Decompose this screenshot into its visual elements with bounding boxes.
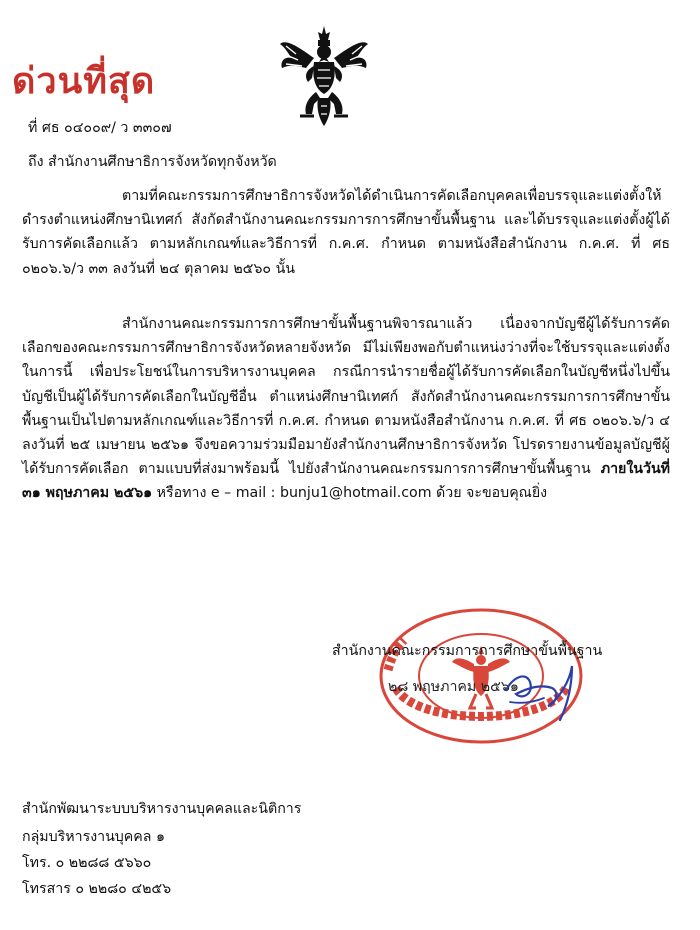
deadline-text: ภายในวันที่ ๓๑ พฤษภาคม ๒๕๖๑ xyxy=(22,461,670,502)
addressee: ถึง สำนักงานศึกษาธิการจังหวัดทุกจังหวัด xyxy=(28,154,277,170)
reference-number: ที่ ศธ ๐๔๐๐๙/ ว ๓๓๐๗ xyxy=(28,120,172,136)
footer-office: สำนักพัฒนาระบบบริหารงานบุคคลและนิติการ xyxy=(22,801,302,817)
paragraph-2 xyxy=(22,312,670,506)
footer-phone: โทร. ๐ ๒๒๘๘ ๕๖๖๐ xyxy=(22,855,152,871)
footer-fax: โทรสาร ๐ ๒๒๘๐ ๔๒๕๖ xyxy=(22,881,172,897)
signatory-organization: สำนักงานคณะกรรมการการศึกษาขั้นพื้นฐาน xyxy=(332,643,603,659)
contact-email-text: หรือทาง e – mail : bunju1@hotmail.com ด้วย จะขอบคุณยิ่ง xyxy=(152,485,548,502)
signature-date: ๒๘ พฤษภาคม ๒๕๖๑ xyxy=(388,679,519,695)
paragraph-2-body: สำนักงานคณะกรรมการการศึกษาขั้นพื้นฐานพิจารณาแล้ว เนื่องจากบัญชีผู้ได้รับการคัดเลือกของคณะกรรมการศึกษาธิการจังหวัดหลายจังหวัด มีไม่เพียงพอกับตำแหน่งว่างที่จะใช้บรรจุและแต่งตั้งในการนี้ เพื่อประโยชน์ในการบริหารงานบุคคล กรณีการนำรายชื่อผู้ได้รับการคัดเลือกในบัญชีหนึ่งไปขึ้นบัญชีเป็นผู้ได้รับการคัดเลือกในบัญชีอื่น ตำแหน่งศึกษานิเทศก์ สังกัดสำนักงานคณะกรรมการการศึกษาขั้นพื้นฐานเป็นไปตามหลักเกณฑ์และวิธีการที่ ก.ค.ศ. กำหนด ตามหนังสือสำนักงาน ก.ค.ศ. ที่ ศธ ๐๒๐๖.๖/ว ๔ ลงวันที่ ๒๕ เมษายน ๒๕๖๑ จึงขอความร่วมมือมายังสำนักงานศึกษาธิการจังหวัด โปรดรายงานข้อมูลบัญชีผู้ได้รับการคัดเลือก ตามแบบที่ส่งมาพร้อมนี้ ไปยังสำนักงานคณะกรรมการการศึกษาขั้นพื้นฐาน xyxy=(22,316,670,478)
handwritten-signature-icon xyxy=(500,654,580,724)
urgency-stamp: ด่วนที่สุด xyxy=(12,60,156,102)
footer-group: กลุ่มบริหารงานบุคคล ๑ xyxy=(22,829,165,845)
paragraph-1: ตามที่คณะกรรมการศึกษาธิการจังหวัดได้ดำเนินการคัดเลือกบุคคลเพื่อบรรจุและแต่งตั้งให้ดำรงตำแหน่งศึกษานิเทศก์ สังกัดสำนักงานคณะกรรมการการศึกษาขั้นพื้นฐาน และได้บรรจุและแต่งตั้งผู้ได้รับการคัดเลือกแล้ว ตามหลักเกณฑ์และวิธีการที่ ก.ค.ศ. กำหนด ตามหนังสือสำนักงาน ก.ค.ศ. ที่ ศธ ๐๒๐๖.๖/ว ๓๓ ลงวันที่ ๒๔ ตุลาคม ๒๕๖๐ นั้น xyxy=(22,188,670,277)
garuda-emblem-icon xyxy=(276,24,372,128)
